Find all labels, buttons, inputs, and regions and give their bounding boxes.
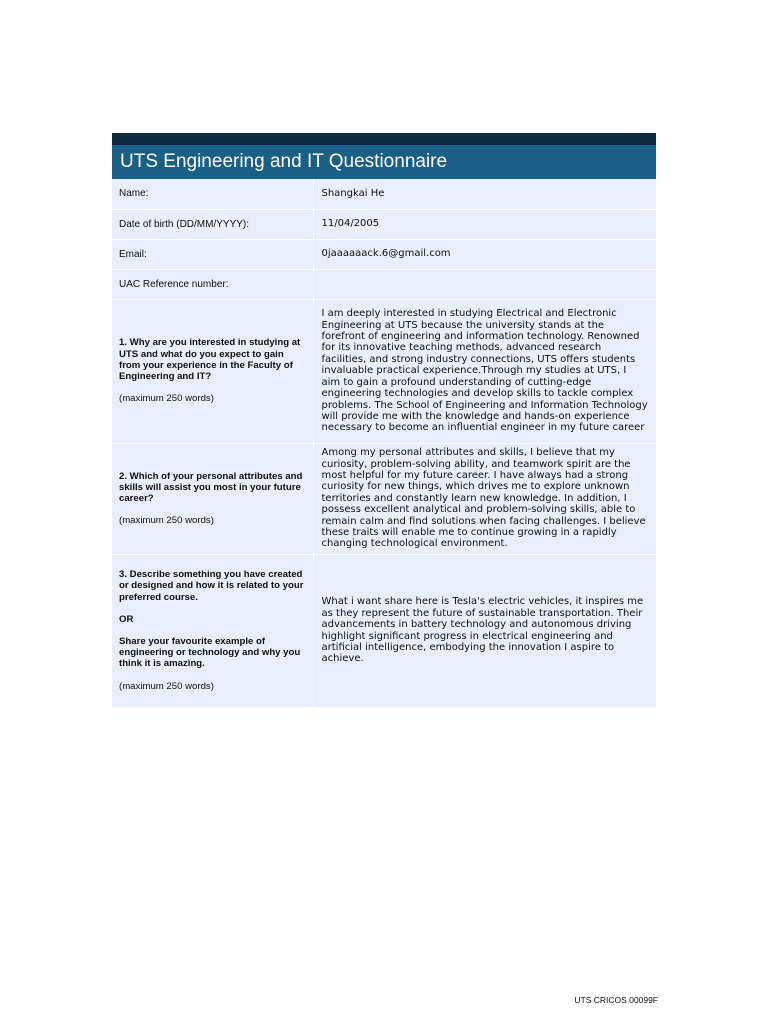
name-field[interactable]: Shangkai He bbox=[313, 179, 656, 209]
question-3-text: 3. Describe something you have created or designed and how it is related to your preferred course. bbox=[119, 569, 304, 603]
question-1-row bbox=[112, 299, 656, 443]
email-field[interactable]: 0jaaaaaack.6@gmail.com bbox=[313, 239, 656, 269]
dob-field[interactable]: 11/04/2005 bbox=[313, 209, 656, 239]
question-3-cell bbox=[112, 554, 313, 707]
email-label: Email: bbox=[112, 239, 313, 269]
question-3-alt-text: Share your favourite example of engineering or technology and why you think it is amazing. bbox=[119, 636, 301, 670]
questionnaire-table bbox=[112, 179, 656, 708]
question-2-cell bbox=[112, 443, 313, 554]
uac-row bbox=[112, 269, 656, 299]
uac-field[interactable] bbox=[313, 269, 656, 299]
dob-label: Date of birth (DD/MM/YYYY): bbox=[112, 209, 313, 239]
question-1-text: 1. Why are you interested in studying at UTS and what do you expect to gain from your experience in the Faculty of Engineering and IT? bbox=[119, 337, 301, 383]
question-2-note: (maximum 250 words) bbox=[119, 515, 214, 527]
uac-label: UAC Reference number: bbox=[112, 269, 313, 299]
form-title: UTS Engineering and IT Questionnaire bbox=[112, 145, 656, 179]
dob-row bbox=[112, 209, 656, 239]
answer-3-field[interactable]: What i want share here is Tesla's electric vehicles, it inspires me as they represent the future of sustainable transportation. Their advancements in battery technology and autonomous driving highlight significant progress in electrical engineering and artificial intelligence, embodying the innovation I aspire to achieve. bbox=[313, 554, 656, 707]
question-3-or: OR bbox=[119, 613, 134, 625]
header-accent-bar bbox=[112, 133, 656, 145]
question-2-row bbox=[112, 443, 656, 554]
name-row bbox=[112, 179, 656, 209]
answer-2-field[interactable]: Among my personal attributes and skills, I believe that my curiosity, problem-solving ability, and teamwork spirit are the most helpful for my future career. I have always had a strong curiosity for new things, which drives me to explore unknown territories and constantly learn new knowledge. In addition, I possess excellent analytical and problem-solving skills, able to remain calm and find solutions when facing challenges. I believe these traits will enable me to continue growing in a rapidly changing technological environment. bbox=[313, 443, 656, 554]
question-3-row bbox=[112, 554, 656, 707]
cricos-footer: UTS CRICOS 00099F bbox=[574, 995, 658, 1005]
question-1-note: (maximum 250 words) bbox=[119, 393, 214, 405]
question-1-cell bbox=[112, 299, 313, 443]
questionnaire-form bbox=[112, 133, 656, 708]
answer-1-field[interactable]: I am deeply interested in studying Electrical and Electronic Engineering at UTS because the university stands at the forefront of engineering and information technology. Renowned for its innovative teaching methods, advanced research facilities, and strong industry connections, UTS offers students invaluable practical experience.Through my studies at UTS, I aim to gain a profound understanding of cutting-edge engineering technologies and develop skills to tackle complex problems. The School of Engineering and Information Technology will provide me with the knowledge and hands-on experience necessary to become an influential engineer in my future career bbox=[313, 299, 656, 443]
question-3-note: (maximum 250 words) bbox=[119, 680, 214, 692]
name-label: Name: bbox=[112, 179, 313, 209]
question-2-text: 2. Which of your personal attributes and skills will assist you most in your future career? bbox=[119, 470, 303, 504]
email-row bbox=[112, 239, 656, 269]
